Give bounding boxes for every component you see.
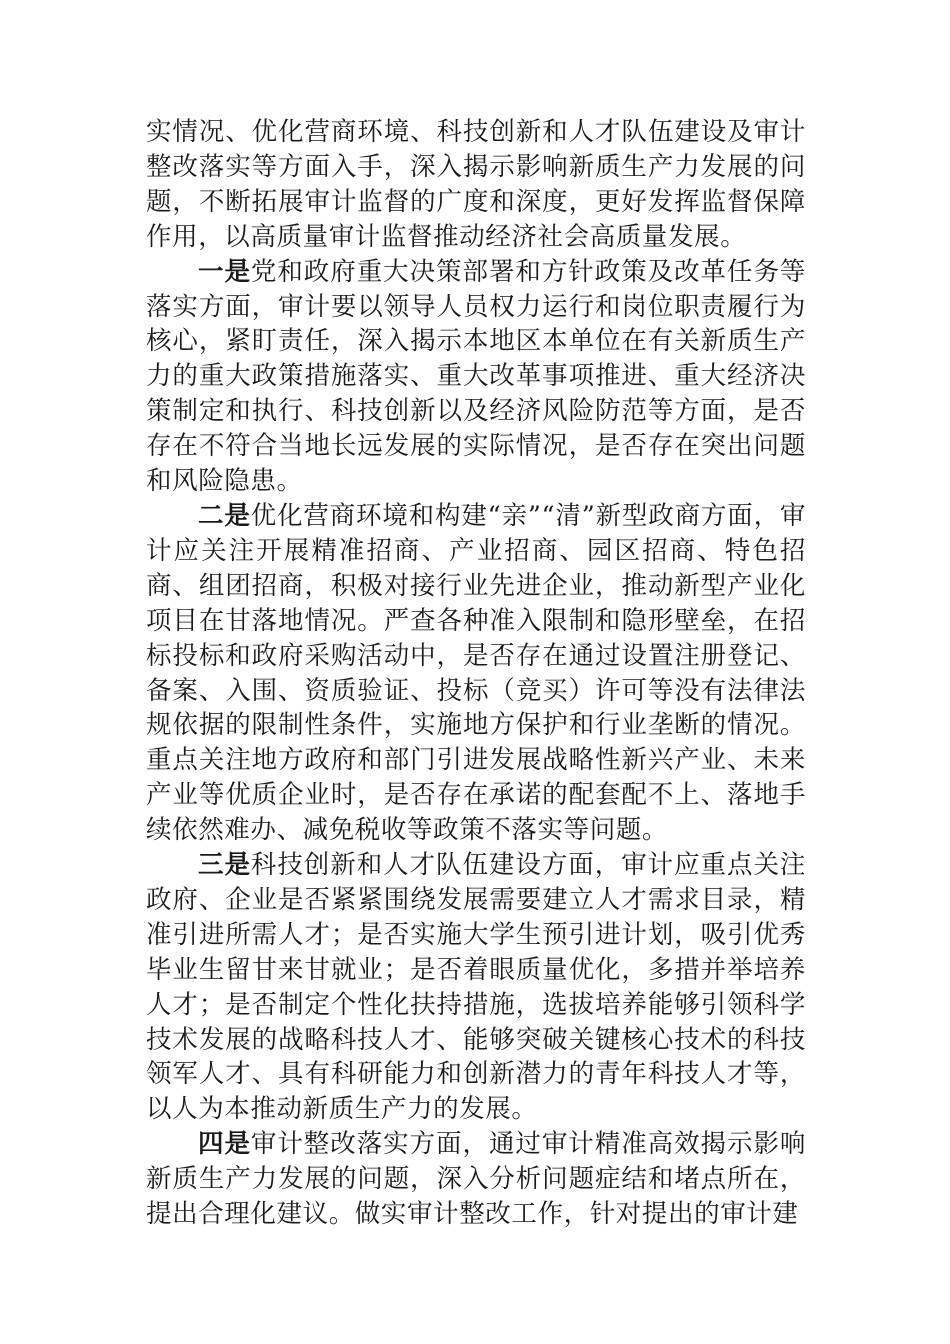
paragraph-item-one — [146, 255, 806, 499]
paragraph-text: 党和政府重大决策部署和方针政策及改革任务等落实方面，审计要以领导人员权力运行和岗位职责履行为核心，紧盯责任，深入揭示本地区本单位在有关新质生产力的重大政策措施落实、重大改革事项推进、重大经济决策制定和执行、科技创新以及经济风险防范等方面，是否存在不符合当地长远发展的实际情况，是否存在突出问题和风险隐患。 — [146, 256, 806, 497]
paragraph-item-three — [146, 848, 806, 1127]
paragraph-text: 审计整改落实方面，通过审计精准高效揭示影响新质生产力发展的问题，深入分析问题症结和堵点所在，提出合理化建议。做实审计整改工作，针对提出的审计建 — [146, 1129, 806, 1230]
paragraph-text: 优化营商环境和构建“亲”“清”新型政商方面，审计应关注开展精准招商、产业招商、园区招商、特色招商、组团招商，积极对接行业先进企业，推动新型产业化项目在甘落地情况。严查各种准入限制和隐形壁垒，在招标投标和政府采购活动中，是否存在通过设置注册登记、备案、入围、资质验证、投标（竞买）许可等没有法律法规依据的限制性条件，实施地方保护和行业垄断的情况。重点关注地方政府和部门引进发展战略性新兴产业、未来产业等优质企业时，是否存在承诺的配套配不上、落地手续依然难办、减免税收等政策不落实等问题。 — [146, 500, 806, 846]
paragraph-text: 实情况、优化营商环境、科技创新和人才队伍建设及审计整改落实等方面入手，深入揭示影响新质生产力发展的问题，不断拓展审计监督的广度和深度，更好发挥监督保障作用，以高质量审计监督推动经济社会高质量发展。 — [146, 117, 806, 252]
paragraph-lead: 一是 — [198, 256, 251, 287]
paragraph-text: 科技创新和人才队伍建设方面，审计应重点关注政府、企业是否紧紧围绕发展需要建立人才需求目录，精准引进所需人才；是否实施大学生预引进计划，吸引优秀毕业生留甘来甘就业；是否着眼质量优化，多措并举培养人才；是否制定个性化扶持措施，选拔培养能够引领科学技术发展的战略科技人才、能够突破关键核心技术的科技领军人才、具有科研能力和创新潜力的青年科技人才等，以人为本推动新质生产力的发展。 — [146, 850, 806, 1125]
paragraph-continuation — [146, 115, 806, 255]
paragraph-item-four — [146, 1127, 806, 1232]
paragraph-lead: 二是 — [198, 500, 251, 531]
document-body — [146, 115, 806, 1232]
paragraph-lead: 四是 — [198, 1129, 251, 1160]
paragraph-item-two — [146, 499, 806, 848]
paragraph-lead: 三是 — [198, 850, 251, 881]
